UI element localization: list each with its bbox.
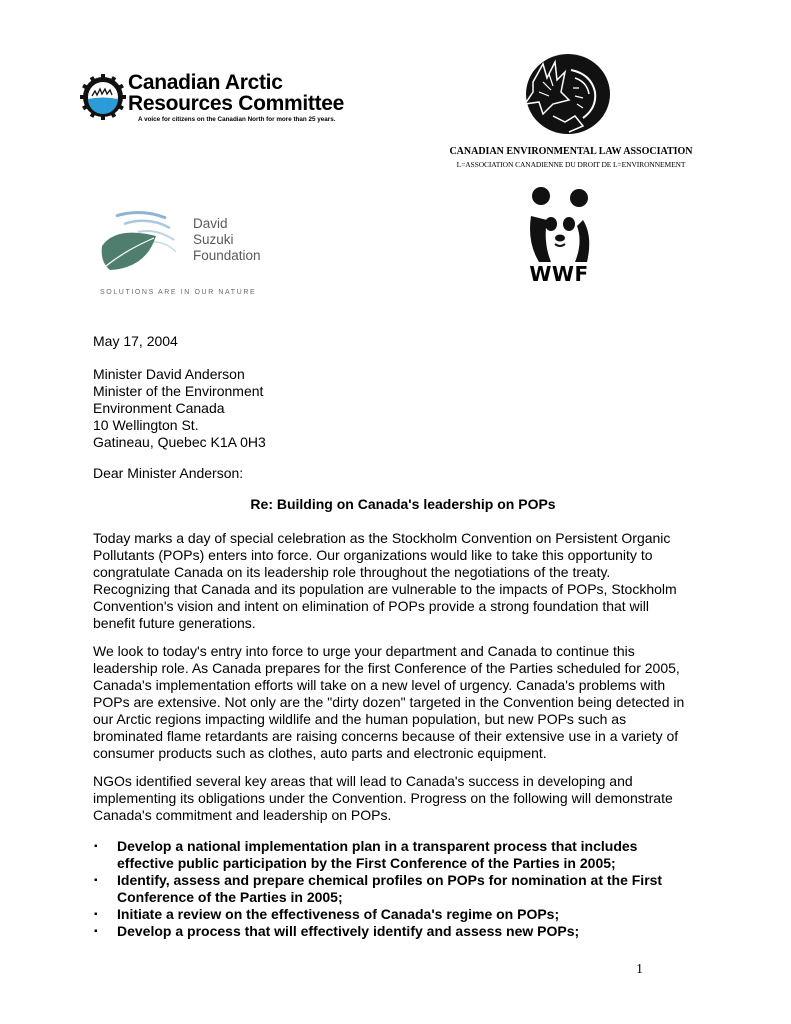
recipient-line: Gatineau, Quebec K1A 0H3 — [93, 434, 266, 450]
text-line: leadership role. As Canada prepares for the first Conference of the Parties scheduled for 2005, — [93, 660, 680, 676]
subject-line: Re: Building on Canada's leadership on POPs — [250, 496, 556, 512]
carc-tagline: A voice for citizens on the Canadian North for more than 25 years. — [138, 116, 336, 123]
text-line: POPs are extensive. Not only are the "dirty dozen" targeted in the Convention being detected in — [93, 694, 685, 710]
cela-name-fr: L=ASSOCIATION CANADIENNE DU DROIT DE L=ENVIRONNEMENT — [456, 160, 686, 169]
text-line: Initiate a review on the effectiveness of Canada's regime on POPs; — [117, 906, 560, 922]
dsf-name-line1: David — [193, 216, 228, 231]
bullet-square-icon: ▪ — [94, 841, 98, 852]
text-line: Develop a process that will effectively identify and assess new POPs; — [117, 923, 580, 939]
text-line: Today marks a day of special celebration as the Stockholm Convention on Persistent Organic — [93, 530, 671, 546]
recipient-address — [93, 366, 713, 451]
text-line: We look to today's entry into force to urge your department and Canada to continue this — [93, 643, 635, 659]
paragraph-2 — [93, 643, 713, 762]
bullet-square-icon: ▪ — [94, 909, 98, 920]
wwf-panda-icon — [521, 186, 597, 264]
text-line: Conference of the Parties in 2005; — [117, 889, 343, 905]
dsf-name-line3: Foundation — [193, 248, 261, 263]
paragraph-3 — [93, 773, 713, 824]
dsf-tagline: SOLUTIONS ARE IN OUR NATURE — [100, 289, 257, 296]
carc-logo — [80, 72, 390, 128]
text-line: our Arctic regions impacting wildlife and the human population, but new POPs such as — [93, 711, 627, 727]
dsf-name — [193, 216, 261, 264]
carc-title-line1: Canadian Arctic — [128, 71, 283, 94]
list-item — [93, 906, 713, 923]
salutation: Dear Minister Anderson: — [93, 465, 244, 481]
carc-gear-icon — [80, 74, 126, 120]
carc-title-line2: Resources Committee — [128, 92, 345, 115]
text-line: congratulate Canada on its leadership role throughout the negotiations of the treaty. — [93, 564, 611, 580]
text-line: Develop a national implementation plan in a transparent process that includes — [117, 838, 638, 854]
text-line: Identify, assess and prepare chemical profiles on POPs for nomination at the First — [117, 872, 663, 888]
recipient-line: Minister of the Environment — [93, 383, 264, 399]
paragraph-1 — [93, 530, 713, 632]
cela-name: CANADIAN ENVIRONMENTAL LAW ASSOCIATION — [449, 146, 693, 157]
wwf-wordmark: WWF — [529, 262, 589, 286]
recommendations-list — [93, 838, 713, 940]
text-line: effective public participation by the First Conference of the Parties in 2005; — [117, 855, 616, 871]
list-item — [93, 838, 713, 872]
text-line: consumer products such as clothes, auto parts and electronic equipment. — [93, 745, 547, 761]
text-line: brominated flame retardants are raising concerns because of their extensive use in a variety of — [93, 728, 679, 744]
bullet-square-icon: ▪ — [94, 875, 98, 886]
text-line: NGOs identified several key areas that will lead to Canada's success in developing and — [93, 773, 633, 789]
text-line: Canada's commitment and leadership on POPs. — [93, 807, 392, 823]
recipient-line: 10 Wellington St. — [93, 417, 199, 433]
letter-date: May 17, 2004 — [93, 333, 178, 349]
bullet-square-icon: ▪ — [94, 926, 98, 937]
text-line: Recognizing that Canada and its population are vulnerable to the impacts of POPs, Stockholm — [93, 581, 677, 597]
text-line: Canada's implementation efforts will take on a new level of urgency. Canada's problems with — [93, 677, 666, 693]
text-line: Convention's vision and intent on elimination of POPs provide a strong foundation that will — [93, 598, 650, 614]
list-item — [93, 872, 713, 906]
recipient-line: Minister David Anderson — [93, 366, 245, 382]
carc-title — [128, 72, 344, 114]
list-item — [93, 923, 713, 940]
text-line: Pollutants (POPs) enters into force. Our organizations would like to take this opportunity to — [93, 547, 653, 563]
text-line: implementing its obligations under the Convention. Progress on the following will demonstrate — [93, 790, 673, 806]
dsf-leaf-icon — [96, 206, 181, 276]
recipient-line: Environment Canada — [93, 400, 225, 416]
page-number: 1 — [636, 962, 643, 977]
dsf-name-line2: Suzuki — [193, 232, 234, 247]
cela-leaf-face-icon — [513, 52, 613, 140]
text-line: benefit future generations. — [93, 615, 256, 631]
